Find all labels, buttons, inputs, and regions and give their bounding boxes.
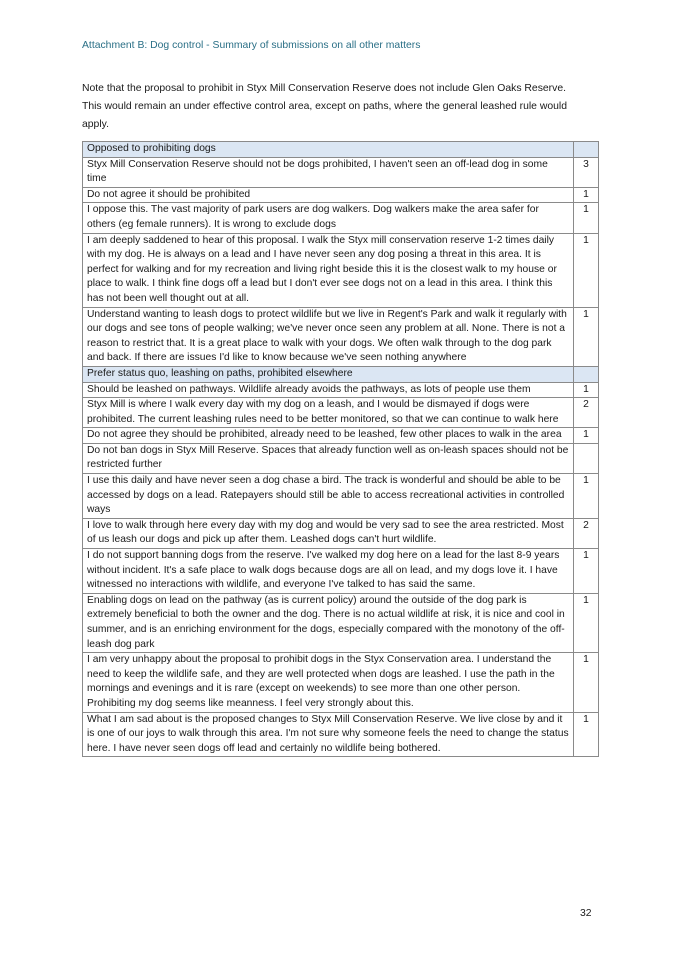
table-row	[83, 653, 599, 712]
submission-text: I do not support banning dogs from the reserve. I've walked my dog here on a lead for the last 8-9 years without incident. It's a safe place to walk dogs because dogs are all on lead, and my dogs love it. I have witnessed no interactions with wildlife, and everyone I've talked to has said the same.	[83, 549, 574, 594]
section-heading: Opposed to prohibiting dogs	[83, 142, 574, 158]
submission-count: 2	[574, 398, 599, 428]
page-header: Attachment B: Dog control - Summary of submissions on all other matters	[82, 40, 421, 51]
submission-count: 1	[574, 187, 599, 203]
submission-text: Do not agree it should be prohibited	[83, 187, 574, 203]
table-row	[83, 518, 599, 548]
intro-paragraph: Note that the proposal to prohibit in Styx Mill Conservation Reserve does not include Glen Oaks Reserve. This would remain an under effective control area, except on paths, where the general leashed rule would apply.	[82, 83, 567, 130]
submission-count: 1	[574, 549, 599, 594]
table-row	[83, 428, 599, 444]
table-row	[83, 187, 599, 203]
table-section-row	[83, 142, 599, 158]
table-section-row	[83, 366, 599, 382]
submission-text: Should be leashed on pathways. Wildlife already avoids the pathways, as lots of people use them	[83, 382, 574, 398]
submission-text: Understand wanting to leash dogs to protect wildlife but we live in Regent's Park and walk it regularly with our dogs and see tons of people walking; we've never once seen any problem at all. None. There is not a reason to restrict that. It is a great place to walk with your dogs. We often walk through to the dog park and back. If there are issues I'd like to know because we've seen nothing anywhere	[83, 307, 574, 366]
table-row	[83, 203, 599, 233]
submission-count: 3	[574, 157, 599, 187]
table-row	[83, 443, 599, 473]
submission-count	[574, 366, 599, 382]
table-row	[83, 233, 599, 307]
table-row	[83, 157, 599, 187]
submission-count	[574, 443, 599, 473]
submission-text: I oppose this. The vast majority of park users are dog walkers. Dog walkers make the area safer for others (eg female runners). It is wrong to exclude dogs	[83, 203, 574, 233]
submission-count	[574, 142, 599, 158]
submission-text: Styx Mill Conservation Reserve should not be dogs prohibited, I haven't seen an off-lead dog in some time	[83, 157, 574, 187]
submission-count: 2	[574, 518, 599, 548]
table-row	[83, 593, 599, 652]
submission-count: 1	[574, 203, 599, 233]
submissions-table-body	[83, 142, 599, 757]
submission-text: Do not ban dogs in Styx Mill Reserve. Spaces that already function well as on-leash spaces should not be restricted further	[83, 443, 574, 473]
submission-text: I love to walk through here every day with my dog and would be very sad to see the area restricted. Most of us leash our dogs and pick up after them. Leashed dogs can't hurt wildlife.	[83, 518, 574, 548]
table-row	[83, 382, 599, 398]
submissions-table	[82, 141, 599, 757]
table-row	[83, 549, 599, 594]
table-row	[83, 398, 599, 428]
submission-count: 1	[574, 712, 599, 757]
submission-count: 1	[574, 474, 599, 519]
submission-text: I use this daily and have never seen a dog chase a bird. The track is wonderful and should be able to be accessed by dogs on a lead. Ratepayers should still be able to access recreational activities in controlled ways	[83, 474, 574, 519]
page-number: 32	[580, 908, 592, 919]
submission-count: 1	[574, 428, 599, 444]
submission-text: Enabling dogs on lead on the pathway (as is current policy) around the outside of the dog park is extremely beneficial to both the owner and the dog. There is no actual wildlife at risk, it is nice and cool in summer, and is an enriching environment for the dogs, especially compared with the monotony of the off-leash dog park	[83, 593, 574, 652]
table-row	[83, 474, 599, 519]
submission-text: Styx Mill is where I walk every day with my dog on a leash, and I would be dismayed if dogs were prohibited. The current leashing rules need to be better monitored, so that we can continue to walk here	[83, 398, 574, 428]
submission-count: 1	[574, 653, 599, 712]
table-row	[83, 712, 599, 757]
submission-count: 1	[574, 233, 599, 307]
submission-count: 1	[574, 382, 599, 398]
submission-text: What I am sad about is the proposed changes to Styx Mill Conservation Reserve. We live close by and it is one of our joys to walk through this area. I'm not sure why someone feels the need to change the status here. I have never seen dogs off lead and certainly no wildlife being bothered.	[83, 712, 574, 757]
table-row	[83, 307, 599, 366]
submission-text: I am very unhappy about the proposal to prohibit dogs in the Styx Conservation area. I understand the need to keep the wildlife safe, and they are well protected when dogs are leashed. I use the path in the mornings and evenings and it is rare (except on weekends) to see more than one other person. Prohibiting my dog seems like meanness. I feel very strongly about this.	[83, 653, 574, 712]
submission-text: I am deeply saddened to hear of this proposal. I walk the Styx mill conservation reserve 1-2 times daily with my dog. He is always on a lead and I have never seen any dog posing a threat in this area. It is perfect for walking and for my recreation and living right beside this it is the closest walk to my house or place to walk. I think fine dogs off a lead but I don't ever see dogs not on a lead in this area. I think this has not been well thought out at all.	[83, 233, 574, 307]
section-heading: Prefer status quo, leashing on paths, prohibited elsewhere	[83, 366, 574, 382]
submission-text: Do not agree they should be prohibited, already need to be leashed, few other places to walk in the area	[83, 428, 574, 444]
submission-count: 1	[574, 593, 599, 652]
submission-count: 1	[574, 307, 599, 366]
